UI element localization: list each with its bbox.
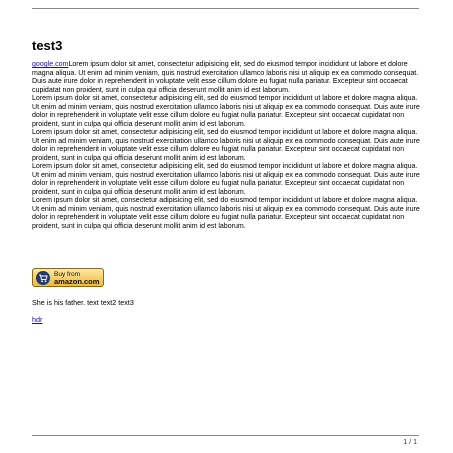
google-link[interactable]: google.com: [32, 61, 69, 68]
cart-icon: [36, 271, 50, 285]
body-text: [32, 61, 422, 231]
paragraph-1: Lorem ipsum dolor sit amet, consectetur adipisicing elit, sed do eiusmod tempor incididunt ut labore et dolore magna aliqua. Ut enim ad minim veniam, quis nostrud exercitation ullamco laboris nisi ut aliquip ex ea commodo consequat. Duis aute irure dolor in reprehenderit in voluptate velit esse cillum dolore eu fugiat nulla pariatur. Excepteur sint occaecat cupidatat non proident, sunt in culpa qui officia deserunt mollit anim id est laborum.: [32, 61, 419, 94]
top-rule: [32, 8, 419, 9]
page-title: test3: [32, 38, 63, 53]
paragraph-3: Lorem ipsum dolor sit amet, consectetur adipisicing elit, sed do eiusmod tempor incididunt ut labore et dolore magna aliqua. Ut enim ad minim veniam, quis nostrud exercitation ullamco laboris nisi ut aliquip ex ea commodo consequat. Duis aute irure dolor in reprehenderit in voluptate velit esse cillum dolore eu fugiat nulla pariatur. Excepteur sint occaecat cupidatat non proident, sunt in culpa qui officia deserunt mollit anim id est laborum.: [32, 129, 420, 162]
paragraph-4: Lorem ipsum dolor sit amet, consectetur adipisicing elit, sed do eiusmod tempor incididunt ut labore et dolore magna aliqua. Ut enim ad minim veniam, quis nostrud exercitation ullamco laboris nisi ut aliquip ex ea commodo consequat. Duis aute irure dolor in reprehenderit in voluptate velit esse cillum dolore eu fugiat nulla pariatur. Excepteur sint occaecat cupidatat non proident, sunt in culpa qui officia deserunt mollit anim id est laborum.: [32, 163, 420, 196]
paragraph-5: Lorem ipsum dolor sit amet, consectetur adipisicing elit, sed do eiusmod tempor incididunt ut labore et dolore magna aliqua. Ut enim ad minim veniam, quis nostrud exercitation ullamco laboris nisi ut aliquip ex ea commodo consequat. Duis aute irure dolor in reprehenderit in voluptate velit esse cillum dolore eu fugiat nulla pariatur. Excepteur sint occaecat cupidatat non proident, sunt in culpa qui officia deserunt mollit anim id est laborum.: [32, 197, 420, 230]
paragraph-2: Lorem ipsum dolor sit amet, consectetur adipisicing elit, sed do eiusmod tempor incididunt ut labore et dolore magna aliqua. Ut enim ad minim veniam, quis nostrud exercitation ullamco laboris nisi ut aliquip ex ea commodo consequat. Duis aute irure dolor in reprehenderit in voluptate velit esse cillum dolore eu fugiat nulla pariatur. Excepteur sint occaecat cupidatat non proident, sunt in culpa qui officia deserunt mollit anim id est laborum.: [32, 95, 420, 128]
bottom-rule: [32, 435, 419, 436]
buy-button-line2: amazon.com: [54, 276, 100, 286]
closing-text: She is his father. text text2 text3: [32, 298, 134, 307]
page-number: 1 / 1: [403, 439, 417, 446]
buy-button-line1: Buy from: [54, 270, 81, 278]
buy-from-amazon-button[interactable]: [32, 268, 104, 287]
hdr-link[interactable]: hdr: [32, 315, 43, 324]
